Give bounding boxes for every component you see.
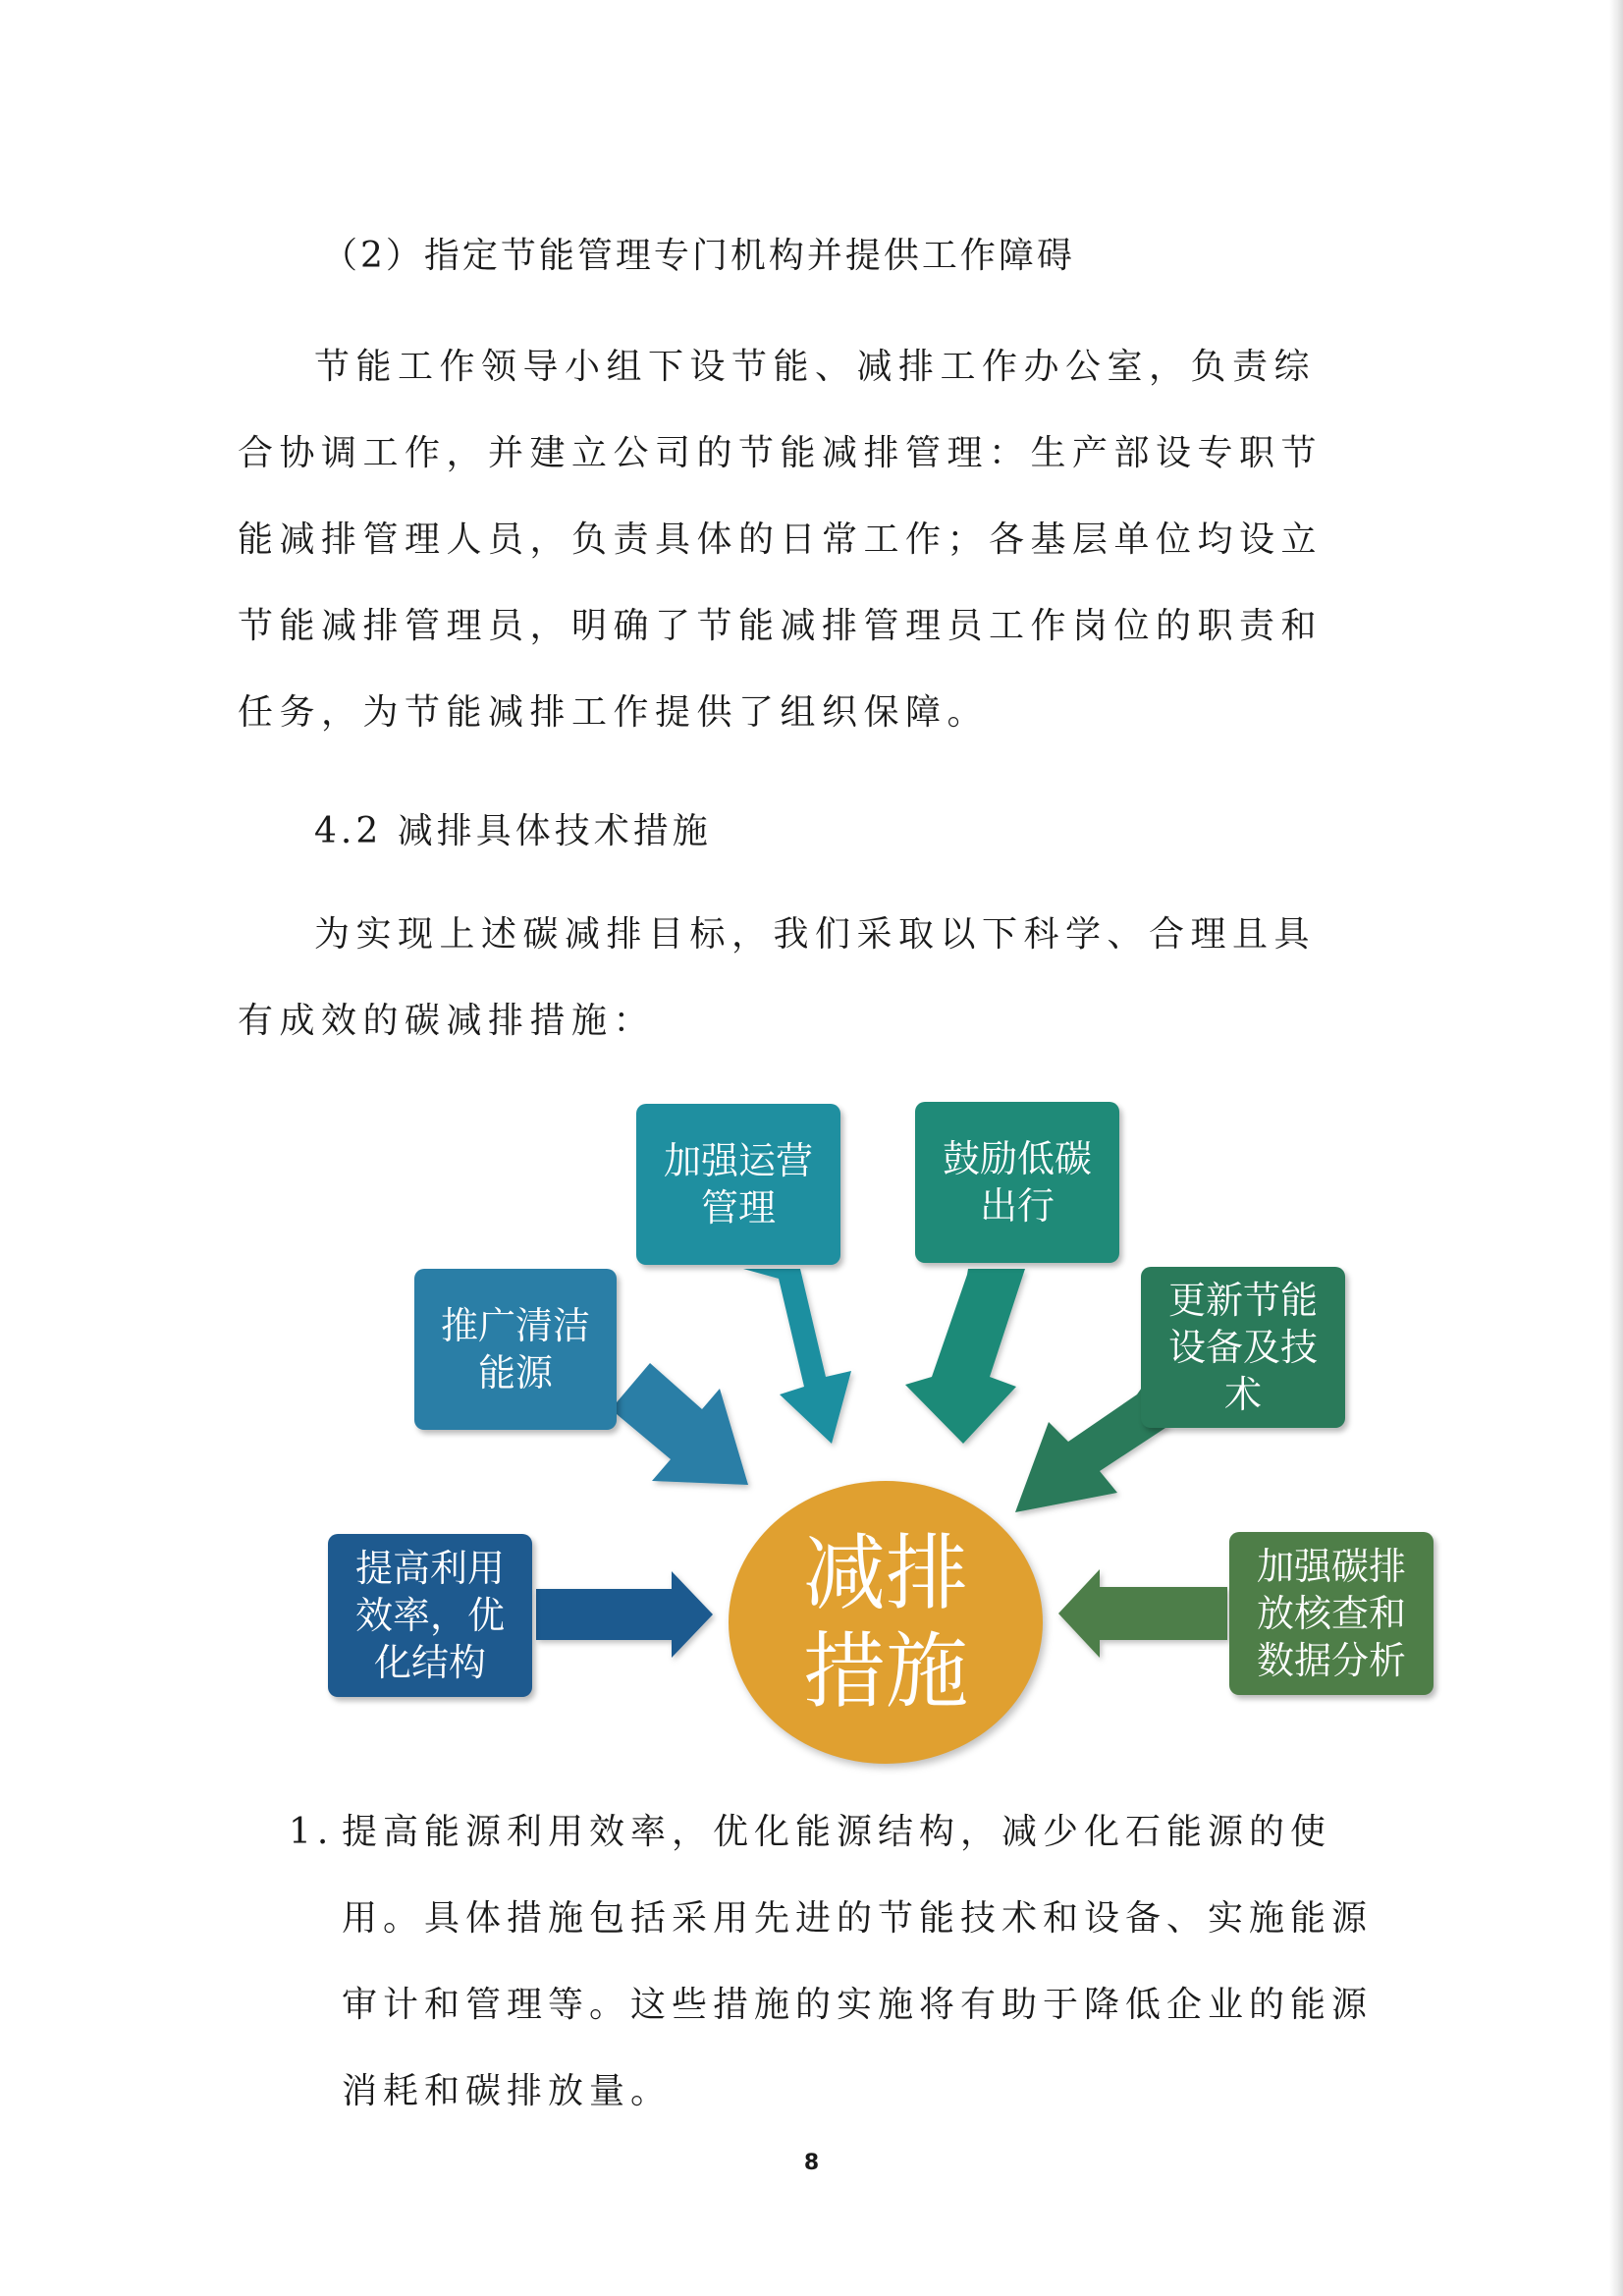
box-update-equipment: 更新节能设备及技术 — [1141, 1267, 1345, 1428]
page-number: 8 — [803, 2151, 820, 2175]
list-item-text: 提高能源利用效率，优化能源结构，减少化石能源的使用。具体措施包括采用先进的节能技术和设备、实施能源审计和管理等。这些措施的实施将有助于降低企业的能源消耗和碳排放量。 — [342, 1812, 1374, 2111]
arrow-low-carbon-travel — [905, 1269, 1025, 1444]
arrow-operations — [743, 1269, 851, 1444]
paragraph-intro: 为实现上述碳减排目标，我们采取以下科学、合理且具有成效的碳减排措施： — [238, 914, 1317, 1041]
arrow-efficiency — [536, 1571, 713, 1658]
center-label: 减排措施 — [802, 1525, 968, 1720]
box-improve-efficiency: 提高利用效率，优化结构 — [328, 1534, 532, 1697]
box-strengthen-operations: 加强运营管理 — [636, 1104, 840, 1265]
box-emission-verification: 加强碳排放核查和数据分析 — [1229, 1532, 1434, 1695]
page-edge-shadow — [1609, 0, 1623, 2296]
list-item-number: 1. — [289, 1812, 335, 1852]
arrow-clean-energy — [617, 1363, 748, 1485]
box-low-carbon-travel: 鼓励低碳出行 — [915, 1102, 1119, 1263]
arrow-verification — [1058, 1569, 1227, 1658]
subsection-heading: （2）指定节能管理专门机构并提供工作障碍 — [322, 236, 1075, 276]
center-measures-circle — [729, 1481, 1043, 1764]
section-title: 4.2 减排具体技术措施 — [314, 811, 712, 851]
list-item-1 — [289, 1789, 1377, 2135]
paragraph-organization: 节能工作领导小组下设节能、减排工作办公室，负责综合协调工作，并建立公司的节能减排管理：生产部设专职节能减排管理人员，负责具体的日常工作；各基层单位均设立节能减排管理员，明确了节能减排管理员工作岗位的职责和任务，为节能减排工作提供了组织保障。 — [238, 347, 1324, 733]
box-clean-energy: 推广清洁能源 — [414, 1269, 617, 1430]
